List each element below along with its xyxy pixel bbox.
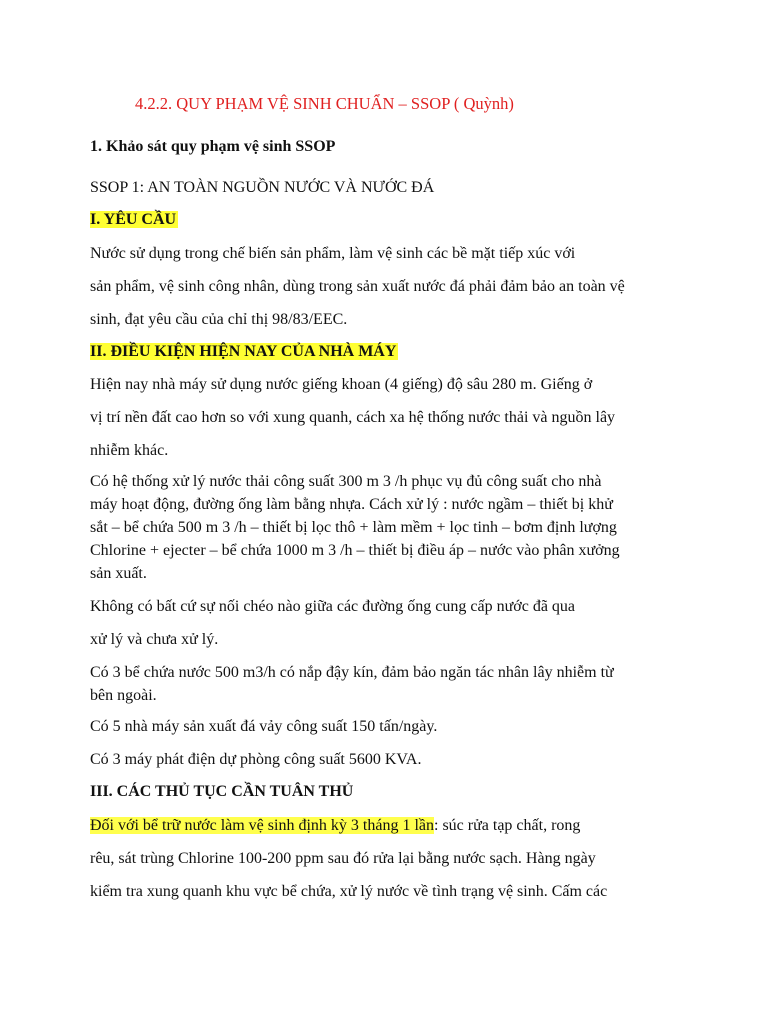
proc-line-3: kiểm tra xung quanh khu vực bể chứa, xử lý nước về tình trạng vệ sinh. Cấm các: [90, 883, 608, 900]
subtitle: 1. Khảo sát quy phạm vệ sinh SSOP: [90, 138, 336, 155]
cond-p1-line-1: Hiện nay nhà máy sử dụng nước giếng khoan (4 giếng) độ sâu 280 m. Giếng ở: [90, 376, 593, 393]
cond-p2-line-5: sản xuất.: [90, 565, 147, 582]
cond-p4-line-2: bên ngoài.: [90, 687, 157, 704]
req-line-1: Nước sử dụng trong chế biến sản phẩm, làm vệ sinh các bề mặt tiếp xúc với: [90, 245, 576, 262]
cond-p2-line-4: Chlorine + ejecter – bể chứa 1000 m 3 /h – thiết bị điều áp – nước vào phân xưởng: [90, 542, 620, 559]
proc-line-1-rest: : súc rửa tạp chất, rong: [434, 817, 581, 834]
conditions-heading: [90, 342, 398, 362]
procedures-heading: III. CÁC THỦ TỤC CẦN TUÂN THỦ: [90, 783, 354, 800]
cond-p4-line-1: Có 3 bể chứa nước 500 m3/h có nắp đậy kín, đảm bảo ngăn tác nhân lây nhiễm từ: [90, 664, 614, 681]
cond-p2-line-1: Có hệ thống xử lý nước thải công suất 300 m 3 /h phục vụ đủ công suất cho nhà: [90, 473, 602, 490]
cond-p2-line-3: sắt – bể chứa 500 m 3 /h – thiết bị lọc thô + làm mềm + lọc tinh – bơm định lượng: [90, 519, 617, 536]
conditions-heading-text: II. ĐIỀU KIỆN HIỆN NAY CỦA NHÀ MÁY: [90, 343, 397, 360]
cond-p5: Có 5 nhà máy sản xuất đá vảy công suất 150 tấn/ngày.: [90, 718, 438, 735]
cond-p2-line-2: máy hoạt động, đường ống làm bằng nhựa. Cách xử lý : nước ngầm – thiết bị khử: [90, 496, 613, 513]
cond-p1-line-2: vị trí nền đất cao hơn so với xung quanh, cách xa hệ thống nước thải và nguồn lây: [90, 409, 616, 426]
cond-p6: Có 3 máy phát điện dự phòng công suất 5600 KVA.: [90, 751, 422, 768]
cond-p1-line-3: nhiễm khác.: [90, 442, 169, 459]
proc-line-1: [90, 816, 580, 836]
proc-line-2: rêu, sát trùng Chlorine 100-200 ppm sau đó rửa lại bằng nước sạch. Hàng ngày: [90, 850, 596, 867]
cond-p3-line-2: xử lý và chưa xử lý.: [90, 631, 219, 648]
requirements-heading-text: I. YÊU CẦU: [90, 211, 177, 228]
req-line-2: sản phẩm, vệ sinh công nhân, dùng trong sản xuất nước đá phải đảm bảo an toàn vệ: [90, 278, 625, 295]
proc-highlight: Đối với bể trữ nước làm vệ sinh định kỳ 3 tháng 1 lần: [90, 817, 434, 834]
ssop-heading: SSOP 1: AN TOÀN NGUỒN NƯỚC VÀ NƯỚC ĐÁ: [90, 179, 435, 196]
requirements-heading: [90, 210, 178, 230]
section-title: 4.2.2. QUY PHẠM VỆ SINH CHUẨN – SSOP ( Quỳnh): [135, 94, 514, 113]
cond-p3-line-1: Không có bất cứ sự nối chéo nào giữa các đường ống cung cấp nước đã qua: [90, 598, 576, 615]
req-line-3: sinh, đạt yêu cầu của chỉ thị 98/83/EEC.: [90, 311, 348, 328]
